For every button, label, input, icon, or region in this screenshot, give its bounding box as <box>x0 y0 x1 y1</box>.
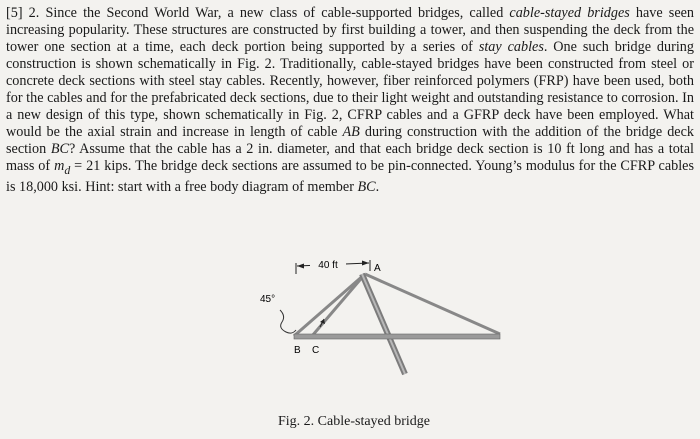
problem-number: [5] 2. <box>6 5 40 21</box>
angle-squiggle <box>280 310 296 333</box>
mass-symbol: m <box>54 158 65 174</box>
dimension-arrow-right <box>362 261 369 266</box>
point-c-label: C <box>312 345 320 356</box>
point-a-label: A <box>374 263 381 274</box>
bridge-diagram <box>250 254 510 429</box>
dimension-label: 40 ft <box>318 260 338 271</box>
figure-caption: Fig. 2. Cable-stayed bridge <box>278 414 431 429</box>
member-bc: BC <box>50 141 69 157</box>
problem-text: have seen increasing popularity. These structures are constructed by first building a tower, and then suspending the deck from the tower one section at a time, each deck portion being supported by a series of <box>6 5 695 55</box>
member-bc: BC <box>357 178 376 195</box>
stay-cable-left-outer <box>294 274 365 336</box>
problem-text: during construction with the addition of the bridge deck section <box>6 124 694 157</box>
point-b-label: B <box>294 345 301 356</box>
term-cable-stayed-bridges: cable-stayed bridges <box>509 5 630 21</box>
angle-label: 45° <box>260 294 276 305</box>
bridge-schematic <box>250 254 510 429</box>
dimension-arrow-left <box>297 264 304 269</box>
problem-text: Since the Second World War, a new class of cable-supported bridges, called <box>45 5 510 21</box>
problem-text: = 21 kips. The bridge deck sections are assumed to be pin-connected. Young’s modulus for the CFRP cables is 18,000 ksi. Hint: start with a free body diagram of member <box>6 158 694 195</box>
term-stay-cables: stay cables <box>478 39 544 55</box>
mass-subscript: d <box>64 162 71 177</box>
problem-statement <box>6 5 694 196</box>
member-ab: AB <box>342 124 360 140</box>
problem-text: . One such bridge during construction is shown schematically in Fig. 2. Traditionally, cable-stayed bridges have been constructed from steel or concrete deck sections with steel stay cables. Recently, however, fiber reinforced polymers (FRP) have been used, both for the cables and for the prefabricated deck sections, due to their light weight and outstanding resistance to corrosion. In a new design of this type, shown schematically in Fig. 2, CFRP cables and a GFRP deck have been employed. What would be the axial strain and increase in length of cable <box>6 39 694 140</box>
problem-text: . <box>375 178 380 195</box>
problem-paragraph <box>6 5 694 196</box>
bridge-deck <box>294 334 500 339</box>
problem-text: ? Assume that the cable has a 2 in. diameter, and that each bridge deck section is 10 ft long and has a total mass of <box>6 141 694 174</box>
